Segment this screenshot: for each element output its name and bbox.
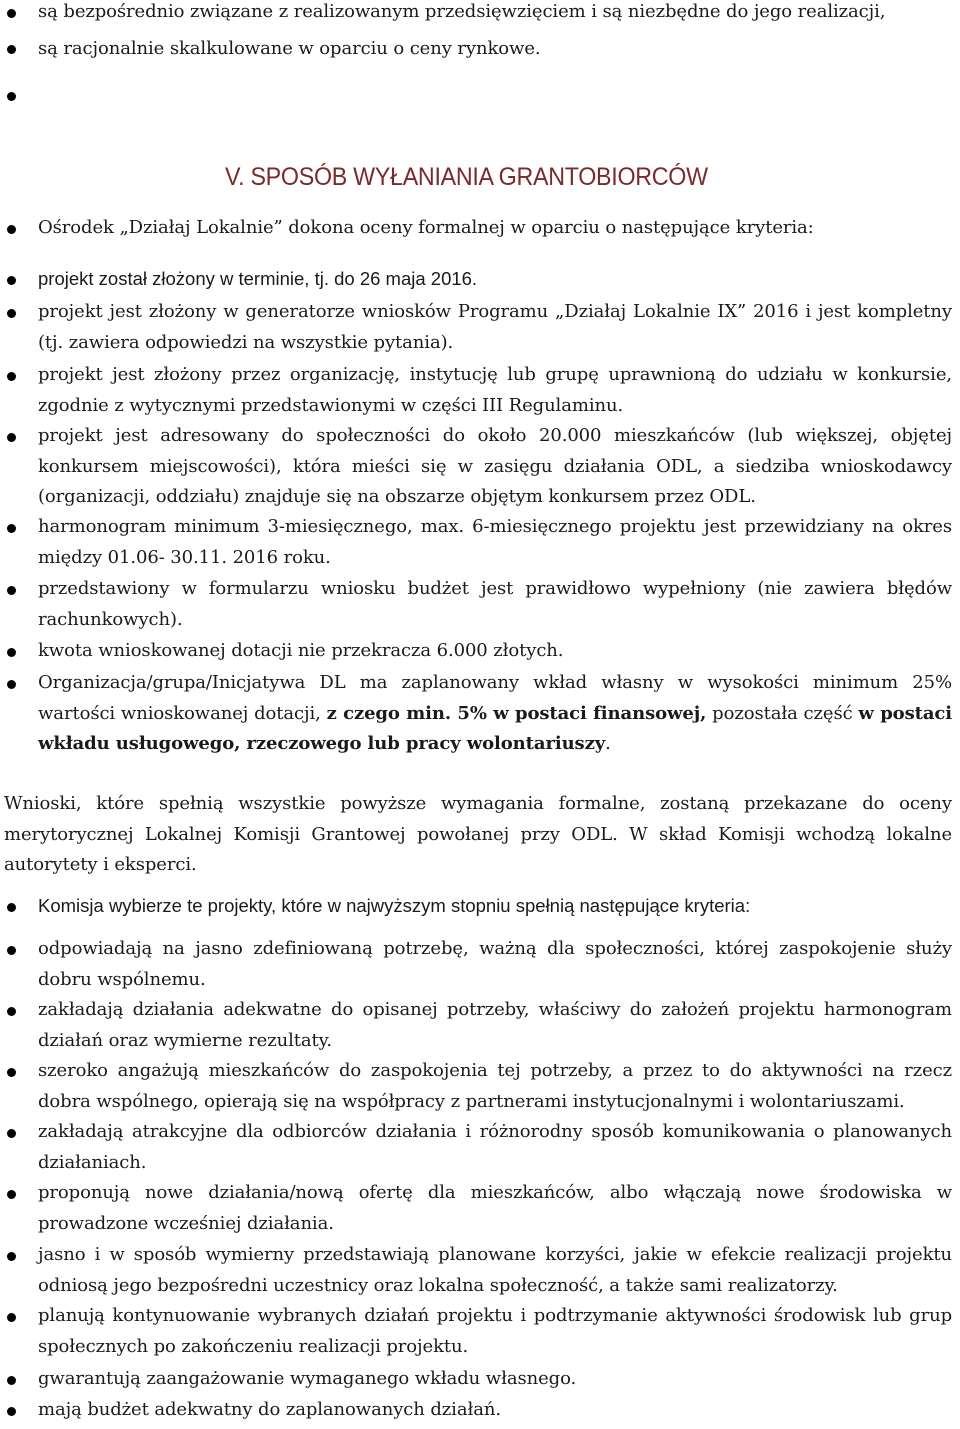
- section-heading: V. SPOSÓB WYŁANIANIA GRANTOBIORCÓW: [225, 163, 708, 191]
- bullet-icon: [7, 92, 16, 101]
- list-item-text: projekt został złożony w terminie, tj. do 26 maja 2016.: [38, 268, 478, 289]
- list-item-text: szeroko angażują mieszkańców do zaspokojenia tej potrzeby, a przez to do aktywności na rzecz dobra wspólnego, opierają się na współpracy z partnerami instytucjonalnymi i wolontariuszami.: [38, 1060, 952, 1112]
- bullet-icon: [7, 276, 16, 285]
- list-item-text: projekt jest złożony w generatorze wniosków Programu „Działaj Lokalnie IX” 2016 i jest kompletny (tj. zawiera odpowiedzi na wszystkie pytania).: [38, 301, 952, 353]
- bullet-icon: [7, 1313, 16, 1322]
- bullet-icon: [7, 903, 16, 912]
- bullet-icon: [7, 1190, 16, 1199]
- list-item-text: mają budżet adekwatny do zaplanowanych działań.: [38, 1399, 501, 1420]
- commission-intro: Komisja wybierze te projekty, które w najwyższym stopniu spełnią następujące kryteria:: [38, 895, 751, 916]
- own-contribution-inkind: w postaci wkładu usługowego, rzeczowego lub pracy wolontariuszy: [38, 702, 952, 754]
- bullet-icon: [7, 225, 16, 234]
- list-item-text: są racjonalnie skalkulowane w oparciu o ceny rynkowe.: [38, 38, 541, 59]
- list-item-text: jasno i w sposób wymierny przedstawiają planowane korzyści, jakie w efekcie realizacji projektu odniosą jego bezpośredni uczestnicy oraz lokalna społeczność, a także sami realizatorzy.: [38, 1244, 952, 1296]
- bullet-icon: [7, 45, 16, 54]
- own-contribution-financial: z czego min. 5% w postaci finansowej,: [326, 702, 707, 724]
- bullet-icon: [7, 372, 16, 381]
- bullet-icon: [7, 946, 16, 955]
- bullet-icon: [7, 1407, 16, 1416]
- own-contribution-part1: Organizacja/grupa/Inicjatywa DL ma zaplanowany wkład własny w wysokości minimum 25% wartości wnioskowanej dotacji,: [38, 672, 952, 724]
- bullet-icon: [7, 1252, 16, 1261]
- bullet-icon: [7, 1376, 16, 1385]
- bullet-icon: [7, 1068, 16, 1077]
- list-item-text: projekt jest złożony przez organizację, instytucję lub grupę uprawnioną do udziału w konkursie, zgodnie z wytycznymi przedstawionymi w części III Regulaminu.: [38, 364, 952, 416]
- list-item-text: kwota wnioskowanej dotacji nie przekracza 6.000 złotych.: [38, 640, 564, 661]
- list-item-text: harmonogram minimum 3-miesięcznego, max. 6-miesięcznego projektu jest przewidziany na okres między 01.06- 30.11. 2016 roku.: [38, 516, 952, 568]
- bullet-icon: [7, 433, 16, 442]
- criteria-intro: Ośrodek „Działaj Lokalnie” dokona oceny formalnej w oparciu o następujące kryteria:: [38, 217, 814, 238]
- bullet-icon: [7, 9, 16, 18]
- bullet-icon: [7, 648, 16, 657]
- bullet-icon: [7, 524, 16, 533]
- list-item-text: proponują nowe działania/nową ofertę dla mieszkańców, albo włączają nowe środowiska w prowadzone wcześniej działania.: [38, 1182, 952, 1234]
- list-item-text: planują kontynuowanie wybranych działań projektu i podtrzymanie aktywności środowisk lub grup społecznych po zakończeniu realizacji projektu.: [38, 1305, 952, 1357]
- list-item-text: zakładają działania adekwatne do opisanej potrzeby, właściwy do założeń projektu harmonogram działań oraz wymierne rezultaty.: [38, 999, 952, 1051]
- own-contribution-text: [38, 668, 952, 760]
- list-item-text: gwarantują zaangażowanie wymaganego wkładu własnego.: [38, 1368, 577, 1389]
- own-contribution-part3: pozostała część: [706, 702, 859, 724]
- bullet-icon: [7, 586, 16, 595]
- bullet-icon: [7, 1129, 16, 1138]
- bullet-icon: [7, 680, 16, 689]
- own-contribution-part5: .: [605, 733, 611, 754]
- list-item-text: są bezpośrednio związane z realizowanym przedsięwzięciem i są niezbędne do jego realizacji,: [38, 1, 886, 22]
- list-item-text: zakładają atrakcyjne dla odbiorców działania i różnorodny sposób komunikowania o planowanych działaniach.: [38, 1121, 952, 1173]
- bullet-icon: [7, 1007, 16, 1016]
- bullet-icon: [7, 309, 16, 318]
- body-paragraph: Wnioski, które spełnią wszystkie powyższe wymagania formalne, zostaną przekazane do oceny merytorycznej Lokalnej Komisji Grantowej powołanej przy ODL. W skład Komisji wchodzą lokalne autorytety i eksperci.: [4, 793, 952, 875]
- list-item-text: przedstawiony w formularzu wniosku budżet jest prawidłowo wypełniony (nie zawiera błędów rachunkowych).: [38, 578, 952, 630]
- list-item-text: projekt jest adresowany do społeczności do około 20.000 mieszkańców (lub większej, objętej konkursem miejscowości), która mieści się w zasięgu działania ODL, a siedziba wnioskodawcy (organizacji, oddziału) znajduje się na obszarze objętym konkursem przez ODL.: [38, 425, 952, 507]
- list-item-text: odpowiadają na jasno zdefiniowaną potrzebę, ważną dla społeczności, której zaspokojenie służy dobru wspólnemu.: [38, 938, 952, 990]
